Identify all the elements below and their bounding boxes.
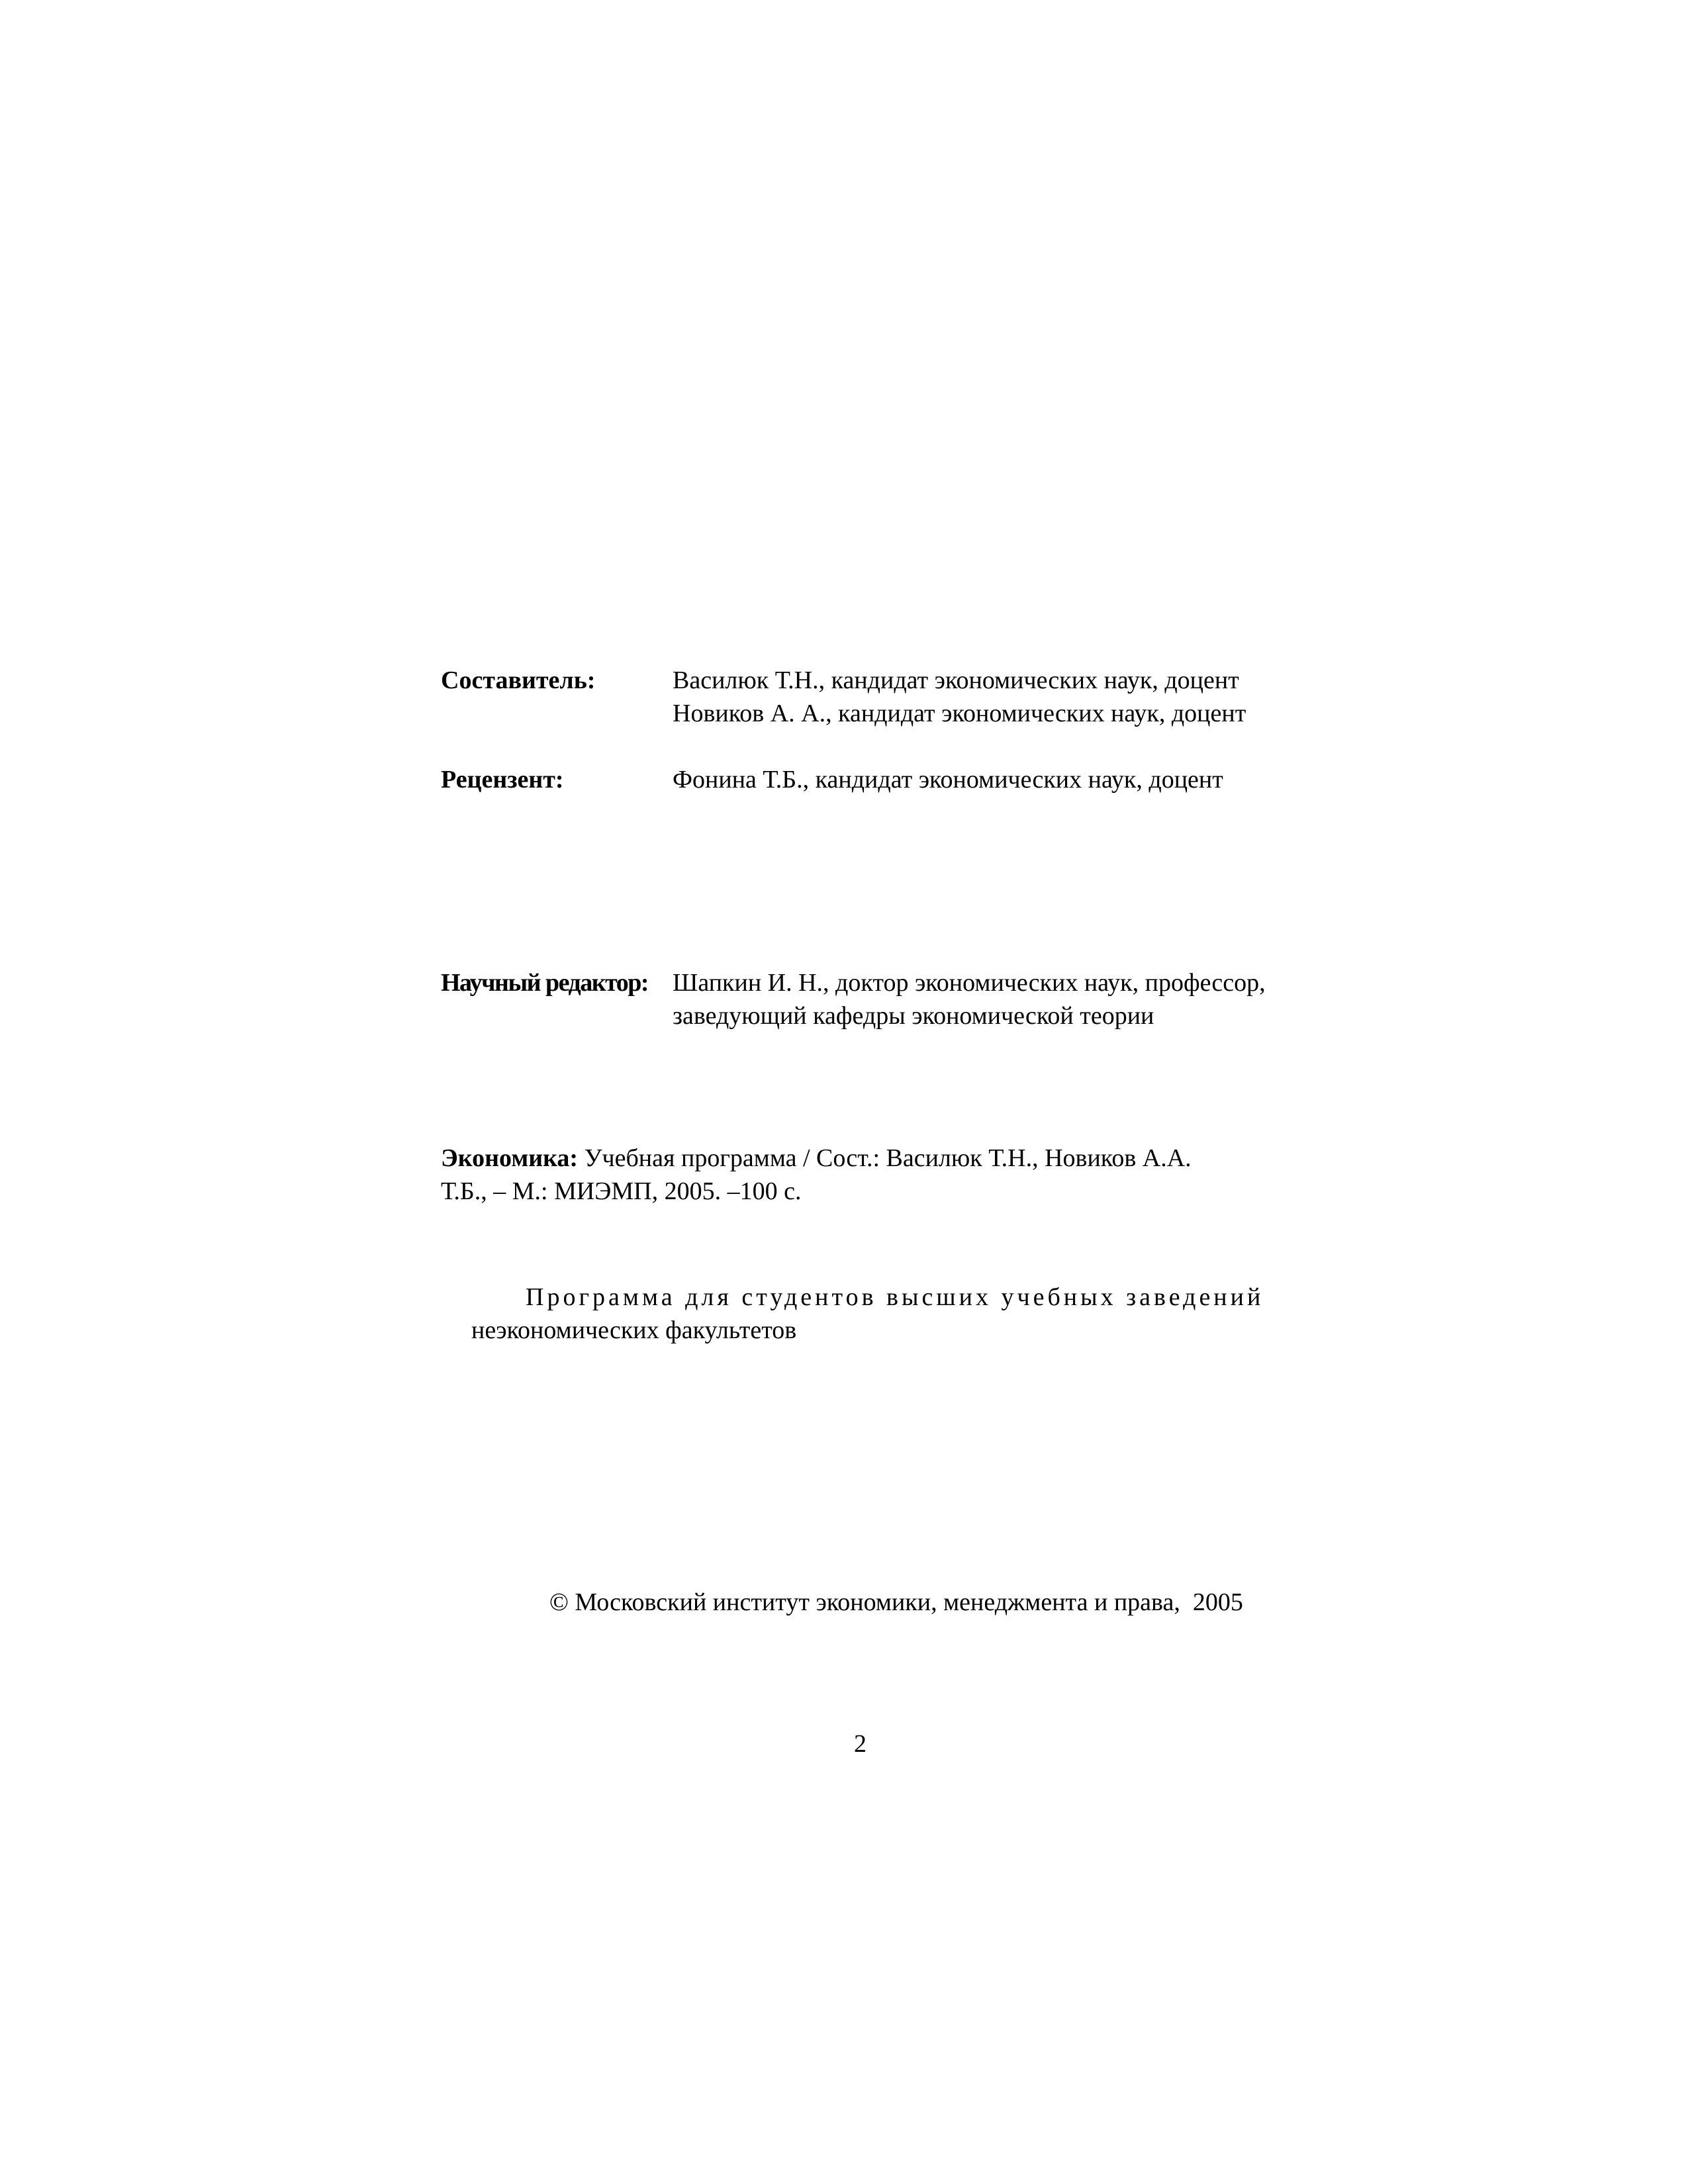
reviewer-entry: Фонина Т.Б., кандидат экономических наук, доцент: [673, 766, 1223, 794]
bibliographic-line-2: Т.Б., – М.: МИЭМП, 2005. –100 с.: [441, 1177, 802, 1205]
reviewer-label: Рецензент:: [441, 766, 564, 794]
bibliographic-record: [441, 1142, 1192, 1208]
scientific-editor-entry: заведующий кафедры экономической теории: [673, 1002, 1154, 1030]
copyright: © Московский институт экономики, менеджмента и права, 2005: [549, 1588, 1243, 1616]
scientific-editor-label: Научный редактор:: [441, 969, 649, 997]
annotation-line-2: неэкономических факультетов: [471, 1316, 797, 1344]
bibliographic-description: Учебная программа / Сост.: Василюк Т.Н., Новиков А.А.: [584, 1144, 1192, 1172]
bibliographic-title: Экономика:: [441, 1144, 579, 1172]
compilers-list: [673, 664, 1246, 730]
scientific-editor-entry: Шапкин И. Н., доктор экономических наук, профессор,: [673, 969, 1266, 997]
annotation-line-1: Программа для студентов высших учебных заведений: [526, 1283, 1264, 1311]
reviewer-list: [673, 763, 1223, 796]
page-number: 2: [854, 1730, 867, 1758]
compilers-label: Составитель:: [441, 666, 596, 694]
compiler-entry: Новиков А. А., кандидат экономических наук, доцент: [673, 700, 1246, 727]
bibliographic-line-1: [441, 1142, 1192, 1175]
compiler-entry: Василюк Т.Н., кандидат экономических наук, доцент: [673, 666, 1239, 694]
scientific-editor-list: [673, 966, 1266, 1032]
annotation: [471, 1281, 1264, 1347]
